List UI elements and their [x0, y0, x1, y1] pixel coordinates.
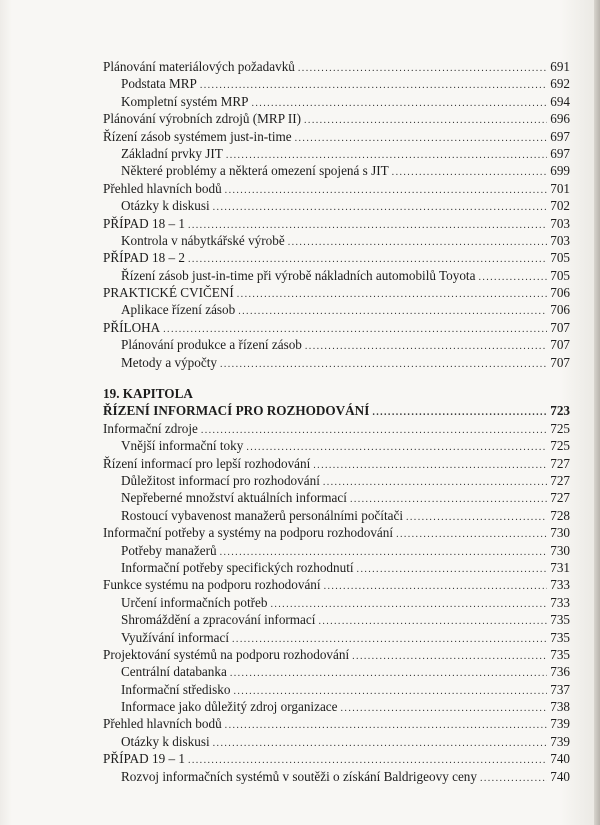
toc-entry-page: 740 — [550, 768, 570, 784]
toc-entry-page: 738 — [550, 699, 570, 715]
toc-entry-title: Podstata MRP — [121, 76, 197, 92]
table-of-contents — [103, 58, 570, 785]
toc-entry — [103, 336, 570, 353]
toc-entry-page: 727 — [550, 455, 570, 471]
toc-entry-title: Informace jako důležitý zdroj organizace — [121, 699, 338, 715]
toc-entry-page: 735 — [550, 612, 570, 628]
dot-leader — [225, 717, 548, 734]
toc-entry — [103, 507, 570, 524]
toc-entry-title: Informační potřeby a systémy na podporu rozhodování — [103, 525, 394, 541]
toc-entry-title: Rostoucí vybavenost manažerů personálními počítači — [121, 507, 403, 523]
toc-entry — [103, 715, 570, 732]
dot-leader — [230, 665, 547, 682]
toc-entry-title: Informační zdroje — [103, 420, 198, 436]
toc-entry-title: Plánování materiálových požadavků — [103, 59, 295, 74]
toc-entry-page: 730 — [550, 542, 570, 558]
dot-leader — [200, 77, 547, 94]
toc-entry — [103, 524, 570, 541]
toc-entry-title: Důležitost informací pro rozhodování — [121, 472, 320, 488]
toc-entry-page: 703 — [550, 232, 570, 248]
toc-entry-title: Plánování produkce a řízení zásob — [121, 337, 302, 353]
toc-entry — [103, 145, 570, 162]
toc-entry — [103, 267, 570, 284]
toc-entry — [103, 472, 570, 489]
dot-leader — [323, 474, 547, 491]
dot-leader — [406, 509, 547, 526]
toc-entry-page: 740 — [550, 751, 570, 767]
toc-entry — [103, 733, 570, 750]
toc-entry-title: Nepřeberné množství aktuálních informací — [121, 490, 347, 506]
toc-entry — [103, 162, 570, 179]
toc-entry-title: Určení informačních potřeb — [121, 594, 268, 610]
toc-entry-title: Projektování systémů na podporu rozhodování — [103, 646, 350, 662]
toc-entry-page: 691 — [550, 59, 570, 74]
toc-entry-title: ŘÍZENÍ INFORMACÍ PRO ROZHODOVÁNÍ — [103, 403, 370, 419]
toc-entry-title: Informační středisko — [121, 681, 231, 697]
toc-entry-title: PRAKTICKÉ CVIČENÍ — [103, 285, 234, 301]
toc-entry-title: Řízení zásob just-in-time při výrobě nákladních automobilů Toyota — [121, 267, 476, 283]
dot-leader — [478, 269, 547, 286]
toc-entry-page: 725 — [550, 420, 570, 436]
toc-entry-title: Přehled hlavních bodů — [103, 180, 222, 196]
dot-leader — [305, 338, 547, 355]
toc-entry-title: Kompletní systém MRP — [121, 93, 249, 109]
dot-leader — [396, 526, 547, 543]
toc-entry-page: 739 — [550, 716, 570, 732]
dot-leader — [298, 60, 547, 77]
toc-entry-page: 707 — [550, 319, 570, 335]
toc-entry-page: 730 — [550, 525, 570, 541]
toc-entry — [103, 354, 570, 371]
toc-entry-page: 701 — [550, 180, 570, 196]
toc-entry-title: PŘÍPAD 18 – 2 — [103, 250, 185, 266]
dot-leader — [480, 770, 547, 787]
toc-entry-title: Otázky k diskusi — [121, 198, 210, 214]
chapter-label: 19. KAPITOLA — [103, 386, 193, 402]
dot-leader — [288, 234, 548, 251]
dot-leader — [318, 613, 547, 630]
page-edge — [594, 0, 600, 825]
toc-entry-page: 707 — [550, 354, 570, 370]
toc-entry — [103, 629, 570, 646]
toc-entry — [103, 559, 570, 576]
toc-entry — [103, 681, 570, 698]
dot-leader — [225, 182, 548, 199]
chapter-gap — [103, 371, 570, 385]
dot-leader — [238, 303, 547, 320]
toc-entry-title: Rozvoj informačních systémů v soutěži o získání Baldrigeovy ceny — [121, 768, 477, 784]
toc-entry — [103, 611, 570, 628]
toc-entry-title: Funkce systému na podporu rozhodování — [103, 577, 321, 593]
toc-entry-page: 739 — [550, 733, 570, 749]
chapter-title-entry — [103, 402, 570, 419]
toc-entry-page: 692 — [550, 76, 570, 92]
toc-entry-title: Základní prvky JIT — [121, 145, 223, 161]
toc-entry-title: PŘÍLOHA — [103, 319, 161, 335]
toc-entry — [103, 663, 570, 680]
toc-entry-page: 706 — [550, 302, 570, 318]
toc-entry — [103, 93, 570, 110]
dot-leader — [392, 164, 548, 181]
dot-leader — [313, 457, 547, 474]
toc-entry-title: Vnější informační toky — [121, 438, 244, 454]
toc-entry-page: 699 — [550, 163, 570, 179]
toc-entry-title: Řízení zásob systémem just-in-time — [103, 128, 292, 144]
toc-entry-title: Řízení informací pro lepší rozhodování — [103, 455, 311, 471]
toc-entry — [103, 128, 570, 145]
dot-leader — [213, 199, 548, 216]
toc-entry — [103, 698, 570, 715]
toc-entry — [103, 249, 570, 266]
toc-entry-title: PŘÍPAD 19 – 1 — [103, 751, 185, 767]
toc-entry-page: 697 — [550, 145, 570, 161]
toc-entry-page: 705 — [550, 267, 570, 283]
toc-entry — [103, 768, 570, 785]
toc-entry-page: 727 — [550, 490, 570, 506]
toc-entry — [103, 301, 570, 318]
toc-entry — [103, 180, 570, 197]
toc-entry — [103, 455, 570, 472]
toc-entry — [103, 489, 570, 506]
toc-section-chapter-19 — [103, 420, 570, 785]
dot-leader — [213, 735, 548, 752]
dot-leader — [324, 578, 548, 595]
toc-entry-title: Využívání informací — [121, 629, 230, 645]
toc-entry — [103, 542, 570, 559]
toc-entry — [103, 750, 570, 767]
toc-entry-page: 737 — [550, 681, 570, 697]
toc-entry-page: 736 — [550, 664, 570, 680]
toc-entry — [103, 197, 570, 214]
toc-entry — [103, 232, 570, 249]
toc-entry-page: 705 — [550, 250, 570, 266]
toc-entry — [103, 437, 570, 454]
toc-entry — [103, 576, 570, 593]
dot-leader — [201, 422, 547, 439]
dot-leader — [372, 404, 547, 421]
dot-leader — [295, 130, 548, 147]
toc-entry-title: PŘÍPAD 18 – 1 — [103, 215, 185, 231]
toc-entry-page: 696 — [550, 111, 570, 127]
toc-entry-title: Přehled hlavních bodů — [103, 716, 222, 732]
toc-entry-page: 702 — [550, 198, 570, 214]
toc-entry — [103, 319, 570, 336]
toc-entry-page: 706 — [550, 285, 570, 301]
toc-entry-page: 703 — [550, 215, 570, 231]
toc-entry — [103, 594, 570, 611]
toc-entry — [103, 75, 570, 92]
toc-entry-page: 731 — [550, 559, 570, 575]
dot-leader — [220, 356, 547, 373]
toc-entry-page: 728 — [550, 507, 570, 523]
toc-section-chapter-18 — [103, 58, 570, 371]
toc-entry-page: 707 — [550, 337, 570, 353]
dot-leader — [352, 648, 547, 665]
toc-entry-page: 723 — [550, 403, 570, 419]
dot-leader — [237, 286, 547, 303]
toc-entry — [103, 58, 570, 75]
toc-entry-title: Otázky k diskusi — [121, 733, 210, 749]
toc-entry — [103, 110, 570, 127]
toc-entry — [103, 420, 570, 437]
toc-entry — [103, 215, 570, 232]
toc-entry-title: Plánování výrobních zdrojů (MRP II) — [103, 111, 302, 127]
toc-entry-title: Shromáždění a zpracování informací — [121, 612, 316, 628]
dot-leader — [357, 561, 548, 578]
toc-entry-page: 694 — [550, 93, 570, 109]
toc-entry — [103, 646, 570, 663]
toc-entry-title: Kontrola v nábytkářské výrobě — [121, 232, 285, 248]
toc-entry-page: 733 — [550, 594, 570, 610]
toc-entry-title: Centrální databanka — [121, 664, 227, 680]
dot-leader — [341, 700, 548, 717]
toc-entry-title: Potřeby manažerů — [121, 542, 217, 558]
toc-entry-title: Některé problémy a některá omezení spojená s JIT — [121, 163, 389, 179]
toc-entry-page: 733 — [550, 577, 570, 593]
toc-entry-page: 725 — [550, 438, 570, 454]
toc-entry-page: 735 — [550, 646, 570, 662]
toc-entry-page: 735 — [550, 629, 570, 645]
toc-entry-title: Metody a výpočty — [121, 354, 217, 370]
toc-entry — [103, 284, 570, 301]
toc-entry-page: 727 — [550, 472, 570, 488]
toc-entry-title: Informační potřeby specifických rozhodnutí — [121, 559, 354, 575]
toc-entry-title: Aplikace řízení zásob — [121, 302, 236, 318]
dot-leader — [304, 112, 547, 129]
toc-entry-page: 697 — [550, 128, 570, 144]
